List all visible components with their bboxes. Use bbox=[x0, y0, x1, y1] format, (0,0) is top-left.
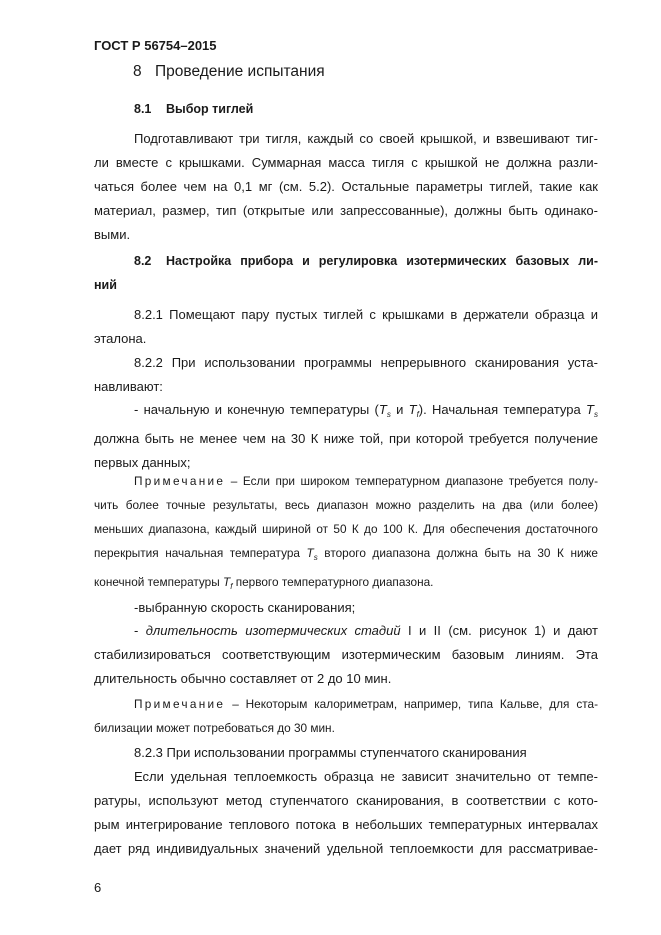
symbol-t-start bbox=[379, 402, 391, 417]
text-line bbox=[94, 469, 598, 493]
subscript-s: s bbox=[593, 410, 598, 419]
paragraph-8-2-1 bbox=[94, 303, 598, 351]
text-line: материал, размер, тип (открытые или запрессованные), должны быть одинако- bbox=[94, 203, 598, 218]
text-line: 8.2.3 При использовании программы ступенчатого сканирования bbox=[134, 745, 527, 760]
text-line: -выбранную скорость сканирования; bbox=[134, 600, 356, 615]
text-line: Подготавливают три тигля, каждый со своей крышкой, и взвешивают тиг- bbox=[134, 131, 598, 146]
text-run: - bbox=[134, 623, 146, 638]
note-label: Примечание bbox=[134, 697, 226, 711]
subsection-8-2-heading bbox=[134, 254, 598, 268]
paragraph-8-1 bbox=[94, 127, 598, 247]
subscript-s: s bbox=[386, 410, 391, 419]
symbol-t: T bbox=[408, 402, 417, 417]
text-line bbox=[94, 570, 598, 599]
text-line: меньших диапазона, каждый шириной от 50 К до 100 К. Для обеспечения достаточного bbox=[94, 522, 598, 536]
text-run: перекрытия начальная температура bbox=[94, 546, 307, 560]
text-line bbox=[94, 692, 598, 716]
note-1 bbox=[94, 469, 598, 599]
scan-rate-item bbox=[94, 596, 598, 620]
note-2 bbox=[94, 692, 598, 740]
text-run: - начальную и конечную температуры ( bbox=[134, 402, 379, 417]
subsection-8-1-heading bbox=[134, 102, 253, 116]
text-line: должна быть не менее чем на 30 К ниже той, при которой требуется получение bbox=[94, 431, 598, 446]
text-run: первого температурного диапазона. bbox=[232, 575, 434, 589]
text-line: билизации может потребоваться до 30 мин. bbox=[94, 721, 335, 735]
paragraph-8-2-3 bbox=[94, 741, 598, 861]
text-run: и bbox=[390, 402, 409, 417]
text-line: 8.2.1 Помещают пару пустых тиглей с крышками в держатели образца и bbox=[134, 307, 598, 322]
text-run: – Некоторым калориметрам, например, типа Кальве, для ста- bbox=[225, 697, 598, 711]
section-number: 8 bbox=[133, 63, 142, 80]
symbol-t-start bbox=[586, 402, 598, 417]
subsection-title: Настройка прибора и регулировка изотермических базовых ли- bbox=[166, 254, 598, 268]
symbol-t-final bbox=[409, 402, 419, 417]
subscript-s: s bbox=[313, 553, 318, 562]
text-line bbox=[94, 541, 598, 570]
text-line: ратуры, используют метод ступенчатого сканирования, в соответствии с кото- bbox=[94, 793, 598, 808]
section-8-heading bbox=[133, 63, 325, 81]
page-number: 6 bbox=[94, 880, 102, 895]
text-line: навливают: bbox=[94, 379, 163, 394]
text-run: – Если при широком температурном диапазоне требуется полу- bbox=[225, 474, 598, 488]
subsection-title: Выбор тиглей bbox=[166, 102, 254, 116]
duration-item bbox=[94, 619, 598, 691]
subsection-8-2-heading-cont: ний bbox=[94, 278, 117, 292]
standard-header: ГОСТ Р 56754–2015 bbox=[94, 38, 217, 53]
paragraph-8-2-2 bbox=[94, 351, 598, 399]
text-line: дает ряд индивидуальных значений удельной теплоемкости для рассматривае- bbox=[94, 841, 598, 856]
text-line: стабилизироваться соответствующим изотермическим базовым линиям. Эта bbox=[94, 647, 598, 662]
text-run: I и II (см. рисунок 1) и дают bbox=[400, 623, 598, 638]
text-line: чаться более чем на 0,1 мг (см. 5.2). Остальные параметры тиглей, такие как bbox=[94, 179, 598, 194]
text-run: конечной температуры bbox=[94, 575, 223, 589]
symbol-t: T bbox=[223, 575, 231, 589]
text-run: второго диапазона должна быть на 30 К ниже bbox=[317, 546, 598, 560]
text-line: Если удельная теплоемкость образца не зависит значительно от темпе- bbox=[134, 769, 598, 784]
symbol-t: T bbox=[306, 546, 314, 560]
text-line bbox=[94, 619, 598, 643]
subsection-number: 8.1 bbox=[134, 102, 152, 116]
text-line: чить более точные результаты, весь диапазон можно разделить на два (или более) bbox=[94, 498, 598, 512]
text-line: эталона. bbox=[94, 331, 147, 346]
text-line: рым интегрирование теплового потока в небольших температурных интервалах bbox=[94, 817, 598, 832]
symbol-t-start bbox=[307, 546, 318, 560]
text-line: 8.2.2 При использовании программы непрерывного сканирования уста- bbox=[134, 355, 598, 370]
text-line: первых данных; bbox=[94, 455, 191, 470]
text-line bbox=[94, 398, 598, 427]
subscript-f: f bbox=[416, 410, 419, 419]
subsection-number: 8.2 bbox=[134, 254, 152, 268]
symbol-t: T bbox=[378, 402, 387, 417]
section-title: Проведение испытания bbox=[155, 63, 325, 80]
note-label: Примечание bbox=[134, 474, 226, 488]
text-line: выми. bbox=[94, 227, 131, 242]
temperature-list-item bbox=[94, 398, 598, 475]
italic-term: длительность изотермических стадий bbox=[145, 623, 401, 638]
text-run: ). Начальная температура bbox=[418, 402, 587, 417]
text-line: ли вместе с крышками. Суммарная масса тигля с крышкой не должна разли- bbox=[94, 155, 598, 170]
subscript-f: f bbox=[230, 582, 233, 591]
text-line: длительность обычно составляет от 2 до 10 мин. bbox=[94, 671, 392, 686]
symbol-t: T bbox=[586, 402, 594, 417]
